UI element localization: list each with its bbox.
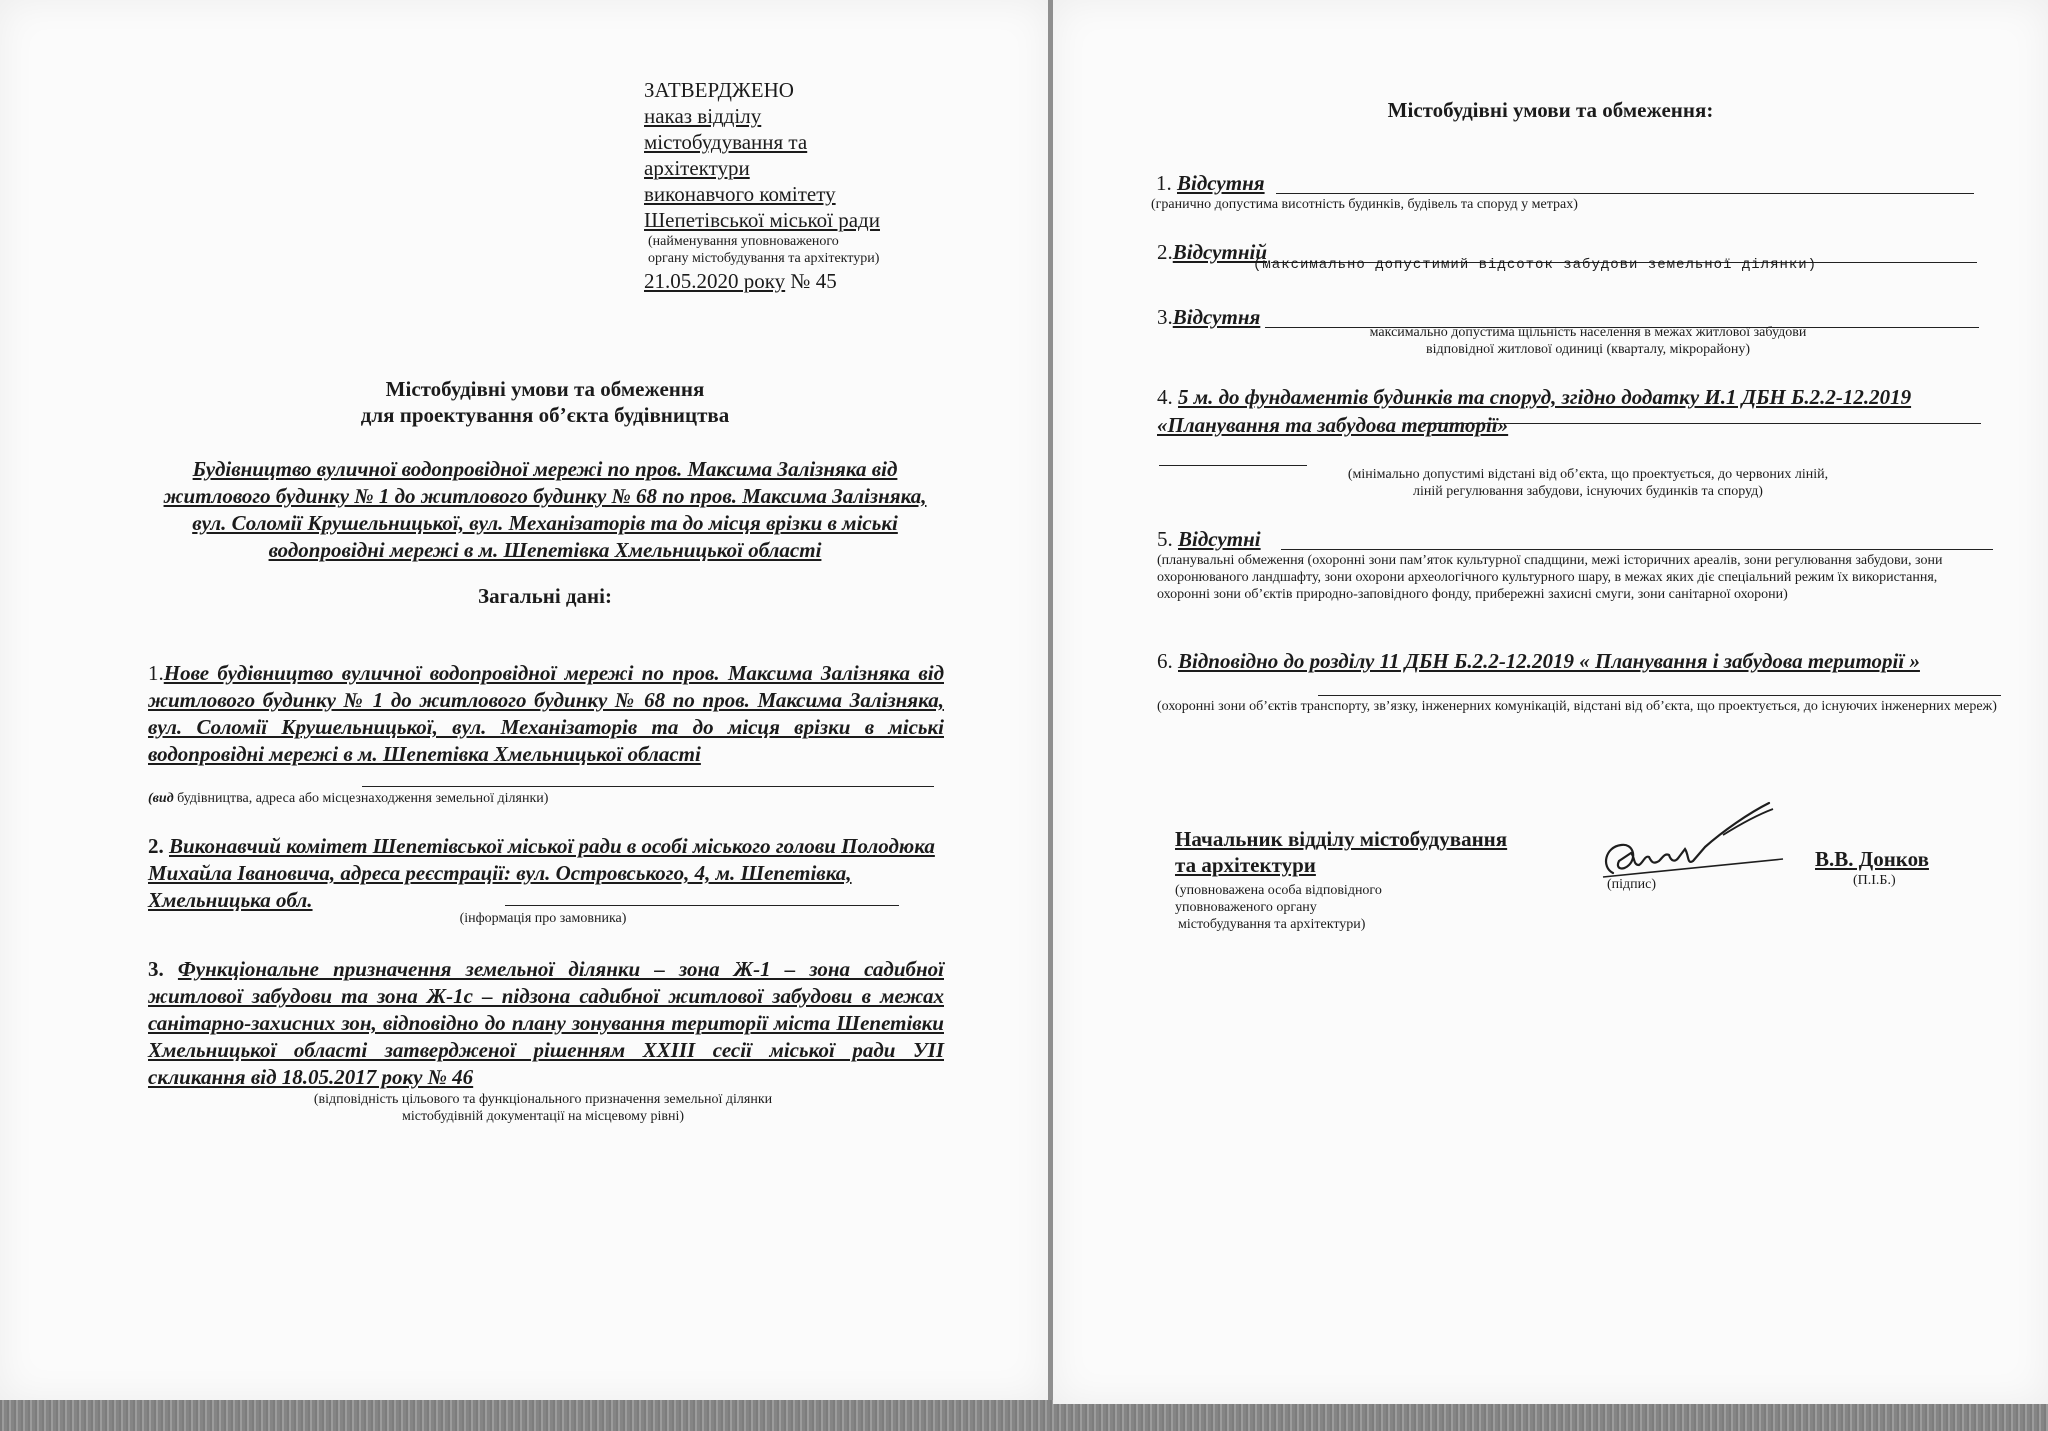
item-2-num: 2. [148,834,164,858]
item-2 [148,833,944,914]
item-1 [148,660,944,768]
signature-label: (підпис) [1607,877,1657,892]
condition-4-num: 4. [1157,385,1173,409]
item-1-note-prefix: (вид [148,791,174,806]
approval-note-1: (найменування уповноваженого [648,234,839,249]
condition-4 [1157,383,1977,439]
signer-note: (П.І.Б.) [1853,873,1896,888]
condition-6-num: 6. [1157,649,1173,673]
condition-3-note [1243,324,1933,358]
signer-name-text: В.В. Донков [1815,847,1929,871]
condition-4-value: 5 м. до фундаментів будинків та споруд, згідно додатку И.1 ДБН Б.2.2-12.2019 «Планування та забудова території» [1157,385,1912,437]
item-1-note [148,790,938,807]
condition-5-note: (планувальні обмеження (охоронні зони пам’яток культурної спадщини, межі історичних ареалів, зони регулювання забудови, зони охоронюваного ландшафту, зони охорони археологічного культурного шару, в межах яких діє спеціальний режим їх використання, охоронні зони об’єктів природно-заповідного фонду, прибережні захисні смуги, зони санітарної охорони) [1157,553,1943,602]
condition-2-value: Відсутній [1172,240,1268,264]
item-1-num: 1. [148,661,164,685]
item-1-text: Нове будівництво вуличної водопровідної мережі по пров. Максима Залізняка від житлового будинку № 1 до житлового будинку № 68 по пров. Максима Залізняка, вул. Соломії Крушельницької, вул. Механізаторів та до місця врізки в міські водопровідні мережі в м. Шепетівка Хмельницької області [148,661,944,766]
condition-1-value: Відсутня [1177,171,1265,195]
approval-block [644,77,1004,295]
signatory-note-2: уповноваженого органу [1175,900,1317,915]
approval-number: № 45 [790,269,837,293]
approval-stamp: ЗАТВЕРДЖЕНО [644,78,794,102]
condition-6-value: Відповідно до розділу 11 ДБН Б.2.2-12.2019 « Планування і забудова території » [1178,649,1920,673]
condition-4-line-a [1425,423,1981,424]
signatory-note-3: містобудування та архітектури) [1178,917,1366,932]
title-line-1: Містобудівні умови та обмеження [385,377,705,401]
condition-3-note-2: відповідної житлової одиниці (кварталу, мікрорайону) [1425,342,1751,357]
item-3 [148,956,944,1091]
signer-name [1815,847,2015,872]
scan-edge [0,1400,2048,1431]
signatory-note-1: (уповноважена особа відповідного [1175,883,1382,898]
condition-5-line [1281,549,1993,550]
signatory-note [1175,882,1475,933]
document-title [150,376,940,428]
condition-6 [1157,647,1999,675]
object-name: Будівництво вуличної водопровідної мережі по пров. Максима Залізняка від житлового будинку № 1 до житлового будинку № 68 по пров. Максима Залізняка, вул. Соломії Крушельницької, вул. Механізаторів та до місця врізки в міські водопровідні мережі в м. Шепетівка Хмельницької області [163,457,927,562]
approval-date: 21.05.2020 року [644,269,786,293]
condition-3-value: Відсутня [1172,305,1261,329]
item-2-underline [505,905,899,906]
condition-2-num: 2. [1157,240,1173,264]
general-heading: Загальні дані: [478,584,612,608]
condition-4-note [1243,466,1933,500]
signatory-title-2: та архітектури [1175,853,1316,877]
condition-1-num: 1. [1156,171,1172,195]
condition-6-line [1318,695,2001,696]
condition-3-num: 3. [1157,305,1173,329]
condition-3-note-1: максимально допустима щільність населення в межах житлової забудови [1369,325,1807,340]
item-3-note-1: (відповідність цільового та функціонального призначення земельної ділянки [313,1092,773,1107]
conditions-title: Містобудівні умови та обмеження: [1387,98,1714,122]
signatory-title [1175,826,1595,878]
approval-line-1: наказ відділу [644,104,762,128]
approval-line-4: виконавчого комітету [644,182,836,206]
item-3-num: 3. [148,957,164,981]
approval-line-3: архітектури [644,156,750,180]
condition-5-num: 5. [1157,527,1173,551]
item-2-text: Виконавчий комітет Шепетівської міської ради в особі міського голови Полодюка Михайла Івановича, адреса реєстрації: вул. Островського, 4, м. Шепетівка, Хмельницька обл. [148,834,935,912]
condition-4-note-2: ліній регулювання забудови, існуючих будинків та споруд) [1413,484,1763,499]
approval-note-2: органу містобудування та архітектури) [648,251,880,266]
signatory-title-1: Начальник відділу містобудування [1175,827,1508,851]
approval-line-2: містобудування та [644,130,808,154]
condition-4-note-1: (мінімально допустимі відстані від об’єкта, що проектується, до червоних ліній, [1347,467,1829,482]
condition-1-line [1276,193,1974,194]
item-2-note: (інформація про замовника) [459,911,627,926]
item-1-underline [362,786,934,787]
condition-6-note: (охоронні зони об’єктів транспорту, зв’язку, інженерних комунікацій, відстані від об’єкта, що проектується, до існуючих інженерних мереж) [1157,699,1997,714]
condition-1-note: (гранично допустима висотність будинків, будівель та споруд у метрах) [1151,197,1578,212]
item-1-note-text: будівництва, адреса або місцезнаходження земельної ділянки) [173,791,549,806]
item-3-text: Функціональне призначення земельної ділянки – зона Ж-1 – зона садибної житлової забудови та зона Ж-1с – підзона садибної житлової забудови в межах санітарно-захисних зон, відповідно до плану зонування території міста Шепетівки Хмельницької області затвердженої рішенням ХХІІІ сесії міської ради УІІ скликання від 18.05.2017 року № 46 [148,957,944,1089]
approval-line-5: Шепетівської міської ради [644,208,880,232]
condition-5-value: Відсутні [1178,527,1261,551]
item-3-note [148,1091,938,1125]
right-page [1053,0,2048,1404]
condition-2-note: (максимально допустимий відсоток забудови земельної ділянки) [1253,257,1818,273]
title-line-2: для проектування об’єкта будівництва [360,403,730,427]
item-3-note-2: містобудівній документації на місцевому рівні) [401,1109,684,1124]
